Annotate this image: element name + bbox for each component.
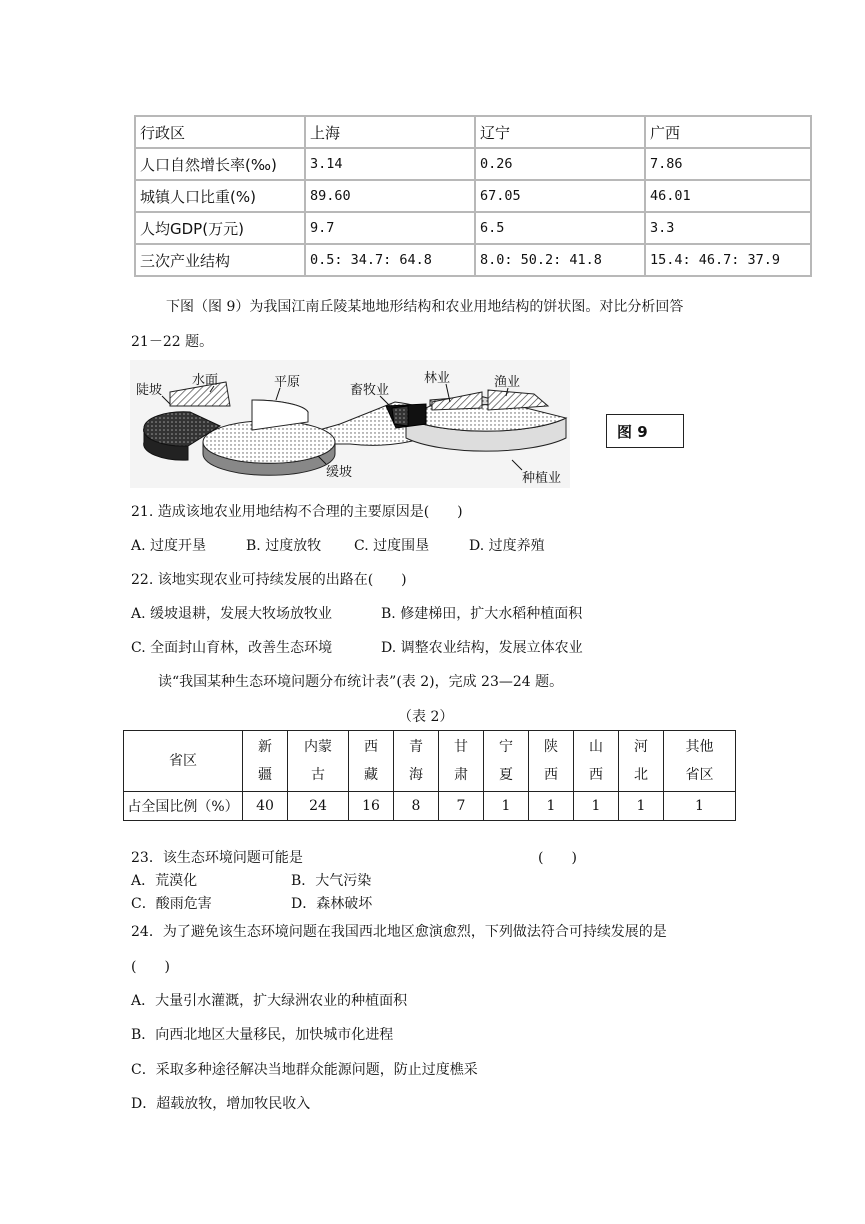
table-cell: 上海 [305,116,475,148]
table-header-row [124,731,736,792]
cell-line: 山 [589,739,603,755]
pie-label: 水面 [192,373,219,388]
question-22-options-row2 [131,637,583,657]
cell-line: 肃 [454,767,468,783]
figure-9-pie-charts [130,360,570,488]
table-cell: 广西 [645,116,811,148]
question-23-options-row1 [131,870,371,890]
intro-paragraph: 下图（图 9）为我国江南丘陵某地地形结构和农业用地结构的饼状图。对比分析回答 [166,299,684,315]
table-row [135,148,811,180]
pie-label: 种植业 [522,471,562,486]
table-cell [574,731,619,792]
pie-label: 缓坡 [326,465,353,480]
option-b: B．大气污染 [291,873,372,889]
cell-line: 夏 [499,767,513,783]
question-23-options-row2 [131,893,372,913]
table-row [135,244,811,276]
question-21-stem: 21. 造成该地农业用地结构不合理的主要原因是( ) [131,504,463,520]
table-cell: 三次产业结构 [135,244,305,276]
pie-label: 平原 [274,375,301,390]
table-cell: 行政区 [135,116,305,148]
cell-line: 海 [409,767,423,783]
pie-label: 陡坡 [136,383,163,398]
table-cell: 人均GDP(万元) [135,212,305,244]
option-d: D. 过度养殖 [469,538,545,554]
cell-line: 宁 [499,739,513,755]
question-22-options-row1 [131,603,582,623]
table-cell: 人口自然增长率(‰) [135,148,305,180]
answer-paren: ( ) [131,959,170,975]
table-cell: 0.26 [475,148,645,180]
cell-line: 陕 [544,739,558,755]
intro-paragraph-2: 读“我国某种生态环境问题分布统计表”(表 2)，完成 23—24 题。 [158,674,564,690]
cell-line: 北 [634,767,648,783]
pie-label: 渔业 [494,375,521,390]
figure-label: 图 9 [606,414,684,448]
table-cell: 3.14 [305,148,475,180]
table-cell: 6.5 [475,212,645,244]
table-cell [529,731,574,792]
option-c: C．采取多种途径解决当地群众能源问题，防止过度樵采 [131,1062,478,1078]
option-a: A. 过度开垦 [131,538,207,554]
option-d: D. 调整农业结构，发展立体农业 [381,640,583,656]
cell-line: 省区 [685,767,714,783]
cell-line: 古 [311,767,325,783]
answer-paren: ( ) [538,850,577,866]
table-cell: 3.3 [645,212,811,244]
cell-line: 西 [544,767,558,783]
table-cell [484,731,529,792]
question-24-stem: 24．为了避免该生态环境问题在我国西北地区愈演愈烈，下列做法符合可持续发展的是 [131,924,667,940]
pie-label: 林业 [424,371,451,386]
question-22-stem: 22. 该地实现农业可持续发展的出路在( ) [131,572,407,588]
option-d: D．森林破坏 [291,896,373,912]
data-table [134,115,812,277]
cell-line: 内蒙 [304,739,332,755]
table-cell [288,731,349,792]
option-c: C. 全面封山育林，改善生态环境 [131,640,333,656]
table-cell: 1 [619,792,664,821]
table-cell: 0.5: 34.7: 64.8 [305,244,475,276]
table-cell: 省区 [124,731,243,792]
table-row [124,792,736,821]
table-cell: 15.4: 46.7: 37.9 [645,244,811,276]
table-row [135,180,811,212]
cell-line: 疆 [258,767,272,783]
cell-line: 青 [409,739,423,755]
pie-label: 畜牧业 [350,383,390,398]
cell-line: 河 [634,739,648,755]
table-cell: 8 [394,792,439,821]
table-cell: 7.86 [645,148,811,180]
option-b: B. 过度放牧 [246,538,322,554]
option-b: B. 修建梯田，扩大水稻种植面积 [381,606,583,622]
table-cell: 46.01 [645,180,811,212]
table-cell: 67.05 [475,180,645,212]
table-cell: 8.0: 50.2: 41.8 [475,244,645,276]
table-cell: 辽宁 [475,116,645,148]
table-cell: 占全国比例（%） [124,792,243,821]
table-cell: 1 [664,792,736,821]
table-cell: 16 [349,792,394,821]
cell-line: 藏 [364,767,378,783]
table-caption: （表 2） [398,709,454,725]
option-a: A．大量引水灌溉，扩大绿洲农业的种植面积 [131,993,408,1009]
table-cell: 1 [574,792,619,821]
table-cell [439,731,484,792]
table-cell: 7 [439,792,484,821]
table-cell [349,731,394,792]
option-a: A. 缓坡退耕，发展大牧场放牧业 [131,606,333,622]
table-cell [394,731,439,792]
table-cell: 9.7 [305,212,475,244]
table-cell: 24 [288,792,349,821]
question-21-options [131,535,545,555]
option-d: D．超载放牧，增加牧民收入 [131,1096,311,1112]
cell-line: 新 [258,739,272,755]
intro-paragraph-cont: 21－22 题。 [131,334,214,350]
option-c: C. 过度围垦 [354,538,430,554]
table-cell: 89.60 [305,180,475,212]
table-cell [243,731,288,792]
table-cell [664,731,736,792]
distribution-table [123,730,736,821]
cell-line: 西 [589,767,603,783]
option-b: B．向西北地区大量移民，加快城市化进程 [131,1027,394,1043]
table-cell [619,731,664,792]
table-row [135,212,811,244]
pie-slice-livestock-dots [392,406,408,426]
option-a: A．荒漠化 [131,873,198,889]
cell-line: 甘 [454,739,468,755]
table-cell: 1 [529,792,574,821]
table-cell: 城镇人口比重(%) [135,180,305,212]
cell-line: 西 [364,739,378,755]
option-c: C．酸雨危害 [131,896,212,912]
table-cell: 1 [484,792,529,821]
table-cell: 40 [243,792,288,821]
cell-line: 其他 [685,739,714,755]
table-header-row [135,116,811,148]
question-23-stem: 23．该生态环境问题可能是 [131,850,303,866]
